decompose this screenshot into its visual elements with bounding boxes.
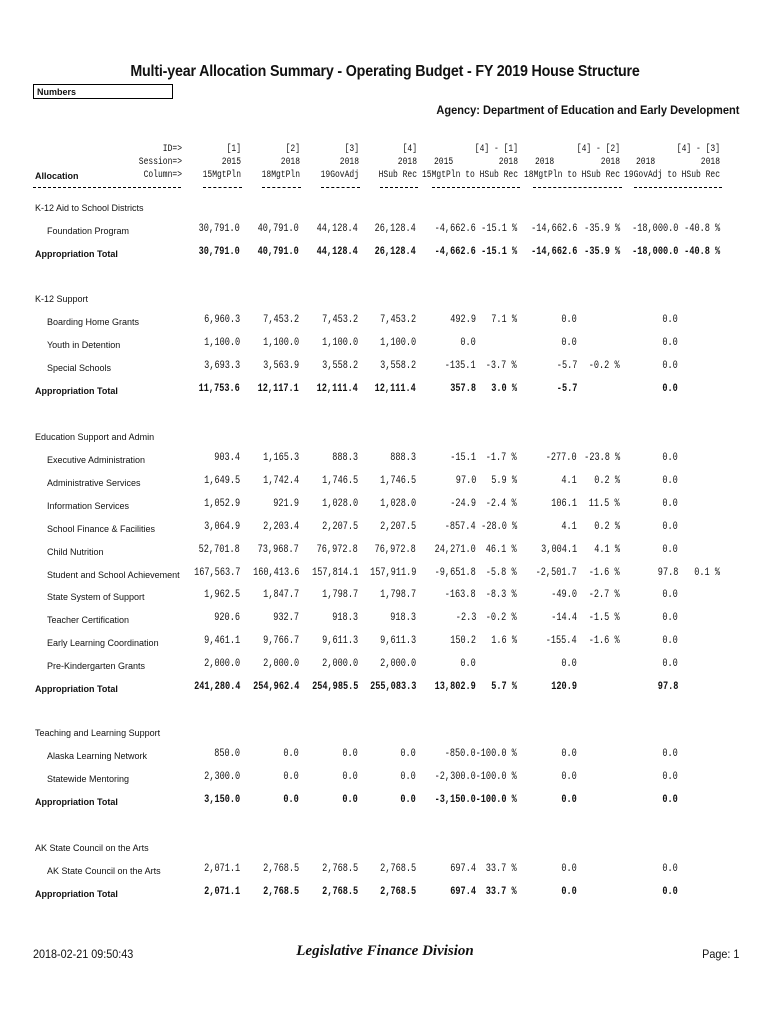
amount-cell: 76,972.8	[374, 543, 416, 556]
diff-cell: 492.9	[450, 314, 476, 326]
diff-cell: 697.4	[450, 863, 476, 875]
column-name: HSub Rec	[378, 170, 417, 181]
pct-cell: -2.4 %	[486, 497, 517, 510]
amount-cell: 0.0	[342, 770, 358, 783]
amount-cell: 0.0	[283, 770, 299, 783]
amount-cell: 44,128.4	[316, 245, 358, 258]
comparison-name: 19GovAdj to HSub Rec	[623, 170, 720, 181]
amount-cell: 920.6	[214, 612, 240, 625]
allocation-label: Boarding Home Grants	[47, 317, 140, 327]
allocation-label: AK State Council on the Arts	[47, 866, 161, 876]
comparison-session-left: 2018	[535, 157, 555, 168]
amount-cell: 9,766.7	[262, 635, 299, 648]
allocation-label: School Finance & Facilities	[47, 523, 156, 534]
amount-cell: 0.0	[400, 770, 416, 783]
diff-cell: 0.0	[662, 336, 678, 349]
pct-cell: -5.8 %	[486, 566, 517, 579]
amount-cell: 73,968.7	[257, 543, 299, 556]
appropriation-total-label: Appropriation Total	[35, 888, 118, 899]
pct-cell: -1.7 %	[486, 452, 517, 464]
amount-cell: 1,052.9	[203, 497, 240, 510]
pct-cell: 5.9 %	[491, 474, 517, 487]
pct-cell: -100.0 %	[475, 748, 517, 760]
amount-cell: 2,000.0	[203, 658, 240, 671]
amount-cell: 3,064.9	[203, 520, 240, 533]
amount-cell: 2,768.5	[379, 885, 416, 898]
amount-cell: 1,798.7	[321, 589, 358, 602]
amount-cell: 1,100.0	[321, 336, 358, 349]
diff-cell: -14.4	[551, 612, 577, 625]
allocation-label: Alaska Learning Network	[47, 751, 148, 761]
diff-cell: 97.8	[657, 681, 678, 693]
amount-cell: 11,753.6	[198, 382, 240, 395]
numbers-label-box: Numbers	[33, 84, 173, 99]
amount-cell: 167,563.7	[193, 566, 240, 579]
diff-cell: 0.0	[561, 770, 577, 783]
allocation-label: Executive Administration	[47, 455, 146, 465]
amount-cell: 918.3	[332, 612, 358, 625]
column-id: [4]	[402, 144, 417, 155]
amount-cell: 76,972.8	[316, 543, 358, 556]
amount-cell: 3,150.0	[203, 793, 240, 806]
allocation-label: Child Nutrition	[47, 546, 104, 557]
amount-cell: 2,000.0	[262, 658, 299, 671]
diff-cell: 106.1	[551, 497, 577, 510]
appropriation-total-label: Appropriation Total	[35, 684, 118, 694]
amount-cell: 888.3	[332, 452, 358, 464]
amount-cell: 1,028.0	[321, 497, 358, 510]
allocation-label: Foundation Program	[47, 226, 130, 236]
amount-cell: 3,558.2	[321, 359, 358, 372]
amount-cell: 2,000.0	[321, 658, 358, 671]
amount-cell: 1,742.4	[262, 474, 299, 487]
amount-cell: 254,985.5	[311, 681, 358, 693]
diff-cell: -163.8	[445, 589, 476, 602]
allocation-label: Student and School Achievement	[47, 569, 180, 580]
amount-cell: 3,558.2	[379, 359, 416, 372]
pct-cell: 4.1 %	[594, 543, 620, 556]
pct-cell: 0.2 %	[594, 474, 620, 487]
pct-cell: 0.1 %	[694, 566, 720, 579]
column-name: 19GovAdj	[320, 170, 359, 181]
footer-division: Legislative Finance Division	[296, 943, 474, 959]
pct-cell: 0.2 %	[594, 520, 620, 533]
pct-cell: -0.2 %	[486, 612, 517, 625]
diff-cell: 0.0	[662, 658, 678, 671]
amount-cell: 12,111.4	[374, 382, 416, 395]
allocation-label: Teacher Certification	[47, 615, 130, 626]
amount-cell: 157,911.9	[369, 566, 416, 579]
amount-cell: 2,300.0	[203, 770, 240, 783]
amount-cell: 0.0	[342, 793, 358, 806]
diff-cell: 0.0	[561, 863, 577, 875]
amount-cell: 2,000.0	[379, 658, 416, 671]
diff-cell: 0.0	[662, 589, 678, 602]
section-title: K-12 Support	[35, 294, 89, 304]
header-underline	[33, 187, 181, 188]
diff-cell: -277.0	[546, 452, 577, 464]
pct-cell: -100.0 %	[475, 770, 517, 783]
amount-cell: 2,071.1	[203, 863, 240, 875]
diff-cell: -4,662.6	[434, 245, 476, 258]
footer-page-number: Page: 1	[701, 947, 739, 961]
appropriation-total-label: Appropriation Total	[35, 796, 118, 807]
pct-cell: 46.1 %	[486, 543, 517, 556]
amount-cell: 2,768.5	[321, 885, 358, 898]
amount-cell: 12,117.1	[257, 382, 299, 395]
diff-cell: 4.1	[561, 474, 577, 487]
pct-cell: -1.6 %	[589, 566, 620, 579]
amount-cell: 903.4	[214, 452, 240, 464]
amount-cell: 7,453.2	[321, 314, 358, 326]
amount-cell: 2,207.5	[379, 520, 416, 533]
diff-cell: -14,662.6	[530, 245, 577, 258]
amount-cell: 7,453.2	[379, 314, 416, 326]
diff-cell: 697.4	[450, 885, 476, 898]
allocation-label: Early Learning Coordination	[47, 638, 159, 649]
diff-cell: 0.0	[561, 336, 577, 349]
amount-cell: 1,100.0	[379, 336, 416, 349]
section-title: AK State Council on the Arts	[35, 843, 149, 853]
amount-cell: 52,701.8	[198, 543, 240, 556]
id-label: ID=>	[162, 144, 182, 155]
diff-cell: -135.1	[445, 359, 476, 372]
diff-cell: 0.0	[561, 793, 577, 806]
amount-cell: 30,791.0	[198, 223, 240, 235]
amount-cell: 1,746.5	[379, 474, 416, 487]
diff-cell: 0.0	[561, 885, 577, 898]
pct-cell: 1.6 %	[491, 635, 517, 648]
column-id: [1]	[226, 144, 241, 155]
diff-cell: -4,662.6	[434, 223, 476, 235]
diff-cell: 13,802.9	[434, 681, 476, 693]
diff-cell: 0.0	[662, 382, 678, 395]
allocation-label: State System of Support	[47, 592, 145, 603]
header-underline	[634, 187, 722, 188]
diff-cell: 120.9	[551, 681, 577, 693]
diff-cell: -3,150.0	[434, 793, 476, 806]
pct-cell: -15.1 %	[480, 223, 517, 235]
amount-cell: 0.0	[342, 748, 358, 760]
pct-cell: -35.9 %	[583, 245, 620, 258]
header-underline	[203, 187, 242, 188]
amount-cell: 888.3	[390, 452, 416, 464]
appropriation-total-label: Appropriation Total	[35, 248, 118, 259]
diff-cell: -24.9	[450, 497, 476, 510]
allocation-label: Information Services	[47, 500, 130, 511]
pct-cell: -23.8 %	[583, 452, 620, 464]
amount-cell: 850.0	[214, 748, 240, 760]
amount-cell: 0.0	[400, 748, 416, 760]
comparison-session-left: 2018	[636, 157, 656, 168]
diff-cell: 0.0	[460, 658, 476, 671]
diff-cell: 0.0	[662, 543, 678, 556]
amount-cell: 2,768.5	[321, 863, 358, 875]
footer-timestamp: 2018-02-21 09:50:43	[33, 947, 134, 961]
diff-cell: 4.1	[561, 520, 577, 533]
diff-cell: -2,501.7	[535, 566, 577, 579]
amount-cell: 9,611.3	[379, 635, 416, 648]
session-label: Session=>	[138, 157, 182, 168]
amount-cell: 1,746.5	[321, 474, 358, 487]
amount-cell: 7,453.2	[262, 314, 299, 326]
column-session: 2015	[221, 157, 241, 168]
amount-cell: 2,768.5	[379, 863, 416, 875]
section-title: Education Support and Admin	[35, 432, 155, 442]
diff-cell: -9,651.8	[434, 566, 476, 579]
diff-cell: 0.0	[662, 863, 678, 875]
amount-cell: 26,128.4	[374, 245, 416, 258]
amount-cell: 1,028.0	[379, 497, 416, 510]
diff-cell: 3,004.1	[540, 543, 577, 556]
pct-cell: -1.5 %	[589, 612, 620, 625]
comparison-session-right: 2018	[700, 157, 720, 168]
comparison-name: 15MgtPln to HSub Rec	[421, 170, 518, 181]
section-title: Teaching and Learning Support	[35, 728, 161, 738]
allocation-label: Administrative Services	[47, 477, 141, 488]
column-name: 18MgtPln	[261, 170, 300, 181]
amount-cell: 1,165.3	[262, 452, 299, 464]
amount-cell: 1,100.0	[203, 336, 240, 349]
pct-cell: -35.9 %	[583, 223, 620, 235]
amount-cell: 12,111.4	[316, 382, 358, 395]
amount-cell: 2,207.5	[321, 520, 358, 533]
diff-cell: -18,000.0	[631, 223, 678, 235]
diff-cell: 0.0	[662, 474, 678, 487]
comparison-session-right: 2018	[498, 157, 518, 168]
comparison-id: [4] - [2]	[576, 144, 620, 155]
diff-cell: 97.8	[657, 566, 678, 579]
diff-cell: 0.0	[561, 748, 577, 760]
column-id: [3]	[344, 144, 359, 155]
diff-cell: -14,662.6	[530, 223, 577, 235]
header-underline	[321, 187, 360, 188]
amount-cell: 2,768.5	[262, 885, 299, 898]
column-session: 2018	[339, 157, 359, 168]
header-underline	[533, 187, 622, 188]
amount-cell: 918.3	[390, 612, 416, 625]
amount-cell: 40,791.0	[257, 223, 299, 235]
amount-cell: 2,203.4	[262, 520, 299, 533]
diff-cell: -18,000.0	[631, 245, 678, 258]
diff-cell: -857.4	[445, 520, 476, 533]
pct-cell: 7.1 %	[491, 314, 517, 326]
allocation-label: Special Schools	[47, 362, 112, 373]
pct-cell: -0.2 %	[589, 359, 620, 372]
pct-cell: -15.1 %	[480, 245, 517, 258]
amount-cell: 9,611.3	[321, 635, 358, 648]
comparison-session-left: 2015	[434, 157, 454, 168]
amount-cell: 2,071.1	[203, 885, 240, 898]
amount-cell: 6,960.3	[203, 314, 240, 326]
diff-cell: 0.0	[662, 314, 678, 326]
allocation-header: Allocation	[35, 171, 79, 181]
diff-cell: 0.0	[662, 612, 678, 625]
pct-cell: -28.0 %	[480, 520, 517, 533]
diff-cell: 0.0	[561, 658, 577, 671]
amount-cell: 2,768.5	[262, 863, 299, 875]
column-id: [2]	[285, 144, 300, 155]
diff-cell: 150.2	[450, 635, 476, 648]
pct-cell: -40.8 %	[683, 223, 720, 235]
pct-cell: 11.5 %	[589, 497, 620, 510]
amount-cell: 30,791.0	[198, 245, 240, 258]
pct-cell: -3.7 %	[486, 359, 517, 372]
amount-cell: 921.9	[273, 497, 299, 510]
amount-cell: 3,693.3	[203, 359, 240, 372]
allocation-label: Statewide Mentoring	[47, 773, 130, 784]
section-title: K-12 Aid to School Districts	[35, 203, 144, 213]
header-underline	[380, 187, 418, 188]
diff-cell: 0.0	[460, 336, 476, 349]
comparison-id: [4] - [3]	[676, 144, 720, 155]
pct-cell: -1.6 %	[589, 635, 620, 648]
column-session: 2018	[397, 157, 417, 168]
diff-cell: -155.4	[546, 635, 577, 648]
header-underline	[432, 187, 520, 188]
amount-cell: 255,083.3	[369, 681, 416, 693]
pct-cell: 3.0 %	[491, 382, 517, 395]
diff-cell: -5.7	[556, 382, 577, 395]
column-session: 2018	[280, 157, 300, 168]
amount-cell: 1,962.5	[203, 589, 240, 602]
agency-label: Agency: Department of Education and Early Development	[435, 103, 739, 117]
appropriation-total-label: Appropriation Total	[35, 385, 118, 396]
amount-cell: 1,100.0	[262, 336, 299, 349]
pct-cell: 33.7 %	[486, 863, 517, 875]
amount-cell: 0.0	[283, 793, 299, 806]
diff-cell: -2,300.0	[434, 770, 476, 783]
pct-cell: 5.7 %	[491, 681, 517, 693]
diff-cell: 0.0	[662, 770, 678, 783]
pct-cell: -40.8 %	[683, 245, 720, 258]
report-title: Multi-year Allocation Summary - Operating Budget - FY 2019 House Structure	[130, 63, 640, 80]
pct-cell: -100.0 %	[475, 793, 517, 806]
amount-cell: 157,814.1	[311, 566, 358, 579]
amount-cell: 9,461.1	[203, 635, 240, 648]
amount-cell: 3,563.9	[262, 359, 299, 372]
diff-cell: 0.0	[662, 793, 678, 806]
diff-cell: 0.0	[662, 635, 678, 648]
diff-cell: 0.0	[662, 748, 678, 760]
diff-cell: 0.0	[662, 885, 678, 898]
diff-cell: -850.0	[445, 748, 476, 760]
amount-cell: 1,798.7	[379, 589, 416, 602]
header-underline	[262, 187, 301, 188]
diff-cell: -15.1	[450, 452, 476, 464]
diff-cell: -5.7	[556, 359, 577, 372]
diff-cell: 24,271.0	[434, 543, 476, 556]
amount-cell: 44,128.4	[316, 223, 358, 235]
amount-cell: 254,962.4	[252, 681, 299, 693]
diff-cell: 0.0	[561, 314, 577, 326]
amount-cell: 26,128.4	[374, 223, 416, 235]
pct-cell: -8.3 %	[486, 589, 517, 602]
diff-cell: 0.0	[662, 452, 678, 464]
diff-cell: 97.0	[455, 474, 476, 487]
amount-cell: 0.0	[283, 748, 299, 760]
allocation-label: Pre-Kindergarten Grants	[47, 661, 146, 672]
comparison-id: [4] - [1]	[474, 144, 518, 155]
pct-cell: 33.7 %	[486, 885, 517, 898]
amount-cell: 0.0	[400, 793, 416, 806]
diff-cell: 0.0	[662, 497, 678, 510]
amount-cell: 241,280.4	[193, 681, 240, 693]
allocation-label: Youth in Detention	[47, 339, 121, 350]
column-label: Column=>	[143, 170, 182, 181]
amount-cell: 1,649.5	[203, 474, 240, 487]
diff-cell: -49.0	[551, 589, 577, 602]
amount-cell: 160,413.6	[252, 566, 299, 579]
amount-cell: 1,847.7	[262, 589, 299, 602]
diff-cell: 0.0	[662, 520, 678, 533]
column-name: 15MgtPln	[202, 170, 241, 181]
amount-cell: 40,791.0	[257, 245, 299, 258]
diff-cell: -2.3	[455, 612, 476, 625]
diff-cell: 0.0	[662, 359, 678, 372]
comparison-name: 18MgtPln to HSub Rec	[523, 170, 620, 181]
diff-cell: 357.8	[450, 382, 476, 395]
amount-cell: 932.7	[273, 612, 299, 625]
comparison-session-right: 2018	[600, 157, 620, 168]
pct-cell: -2.7 %	[589, 589, 620, 602]
